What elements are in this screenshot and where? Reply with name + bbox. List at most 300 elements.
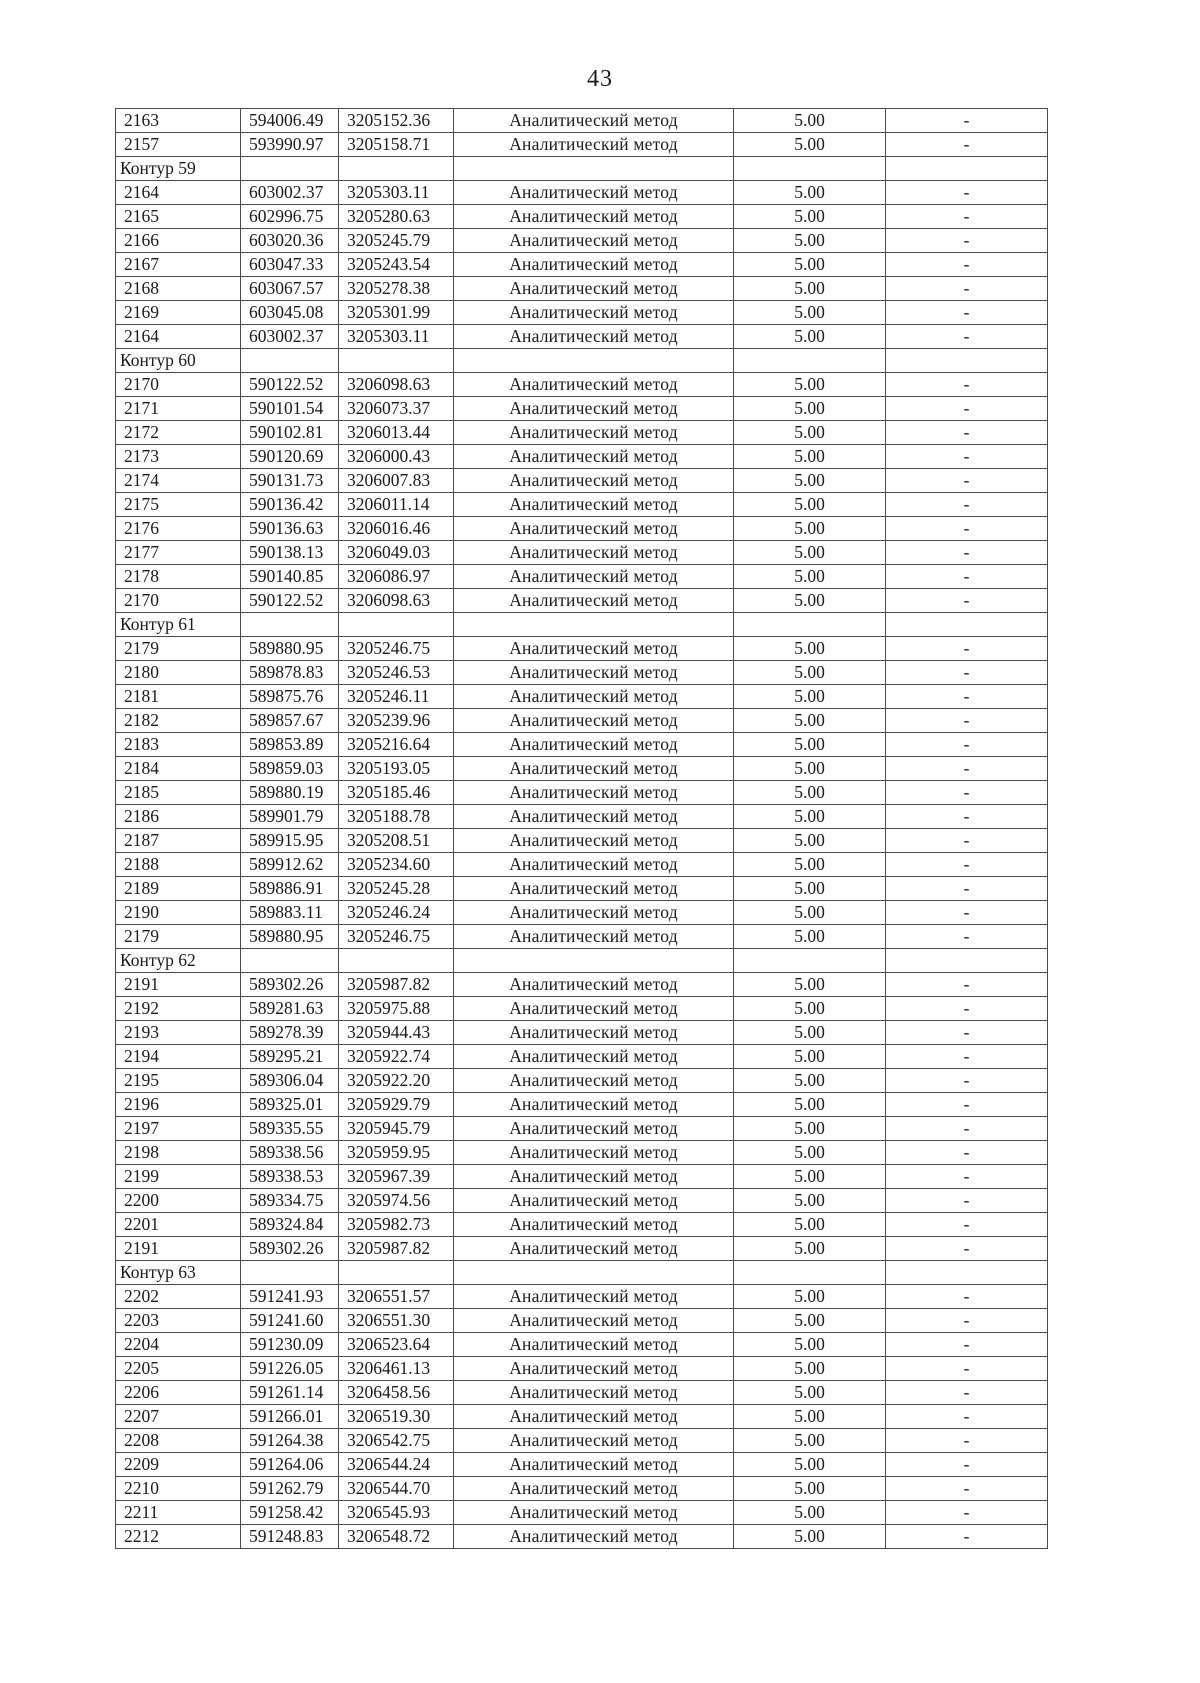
accuracy-cell: 5.00 (734, 205, 886, 229)
table-row (116, 973, 1048, 997)
point-number-cell: 2212 (116, 1525, 241, 1549)
table-row (116, 997, 1048, 1021)
method-cell: Аналитический метод (454, 781, 734, 805)
y-coordinate-cell: 3205303.11 (339, 325, 454, 349)
table-row (116, 1309, 1048, 1333)
table-row (116, 1501, 1048, 1525)
point-number-cell: 2171 (116, 397, 241, 421)
empty-cell (339, 613, 454, 637)
y-coordinate-cell: 3206523.64 (339, 1333, 454, 1357)
x-coordinate-cell: 591241.93 (241, 1285, 339, 1309)
description-cell: - (886, 1453, 1048, 1477)
point-number-cell: 2169 (116, 301, 241, 325)
y-coordinate-cell: 3205975.88 (339, 997, 454, 1021)
y-coordinate-cell: 3206461.13 (339, 1357, 454, 1381)
table-row (116, 733, 1048, 757)
description-cell: - (886, 1477, 1048, 1501)
empty-cell (886, 613, 1048, 637)
x-coordinate-cell: 591248.83 (241, 1525, 339, 1549)
contour-header-row (116, 949, 1048, 973)
method-cell: Аналитический метод (454, 877, 734, 901)
method-cell: Аналитический метод (454, 829, 734, 853)
point-number-cell: 2167 (116, 253, 241, 277)
method-cell: Аналитический метод (454, 1213, 734, 1237)
table-row (116, 1237, 1048, 1261)
description-cell: - (886, 781, 1048, 805)
description-cell: - (886, 805, 1048, 829)
table-row (116, 253, 1048, 277)
accuracy-cell: 5.00 (734, 517, 886, 541)
x-coordinate-cell: 590136.42 (241, 493, 339, 517)
x-coordinate-cell: 589880.19 (241, 781, 339, 805)
method-cell: Аналитический метод (454, 973, 734, 997)
x-coordinate-cell: 603002.37 (241, 325, 339, 349)
accuracy-cell: 5.00 (734, 733, 886, 757)
point-number-cell: 2184 (116, 757, 241, 781)
x-coordinate-cell: 603020.36 (241, 229, 339, 253)
accuracy-cell: 5.00 (734, 973, 886, 997)
y-coordinate-cell: 3205152.36 (339, 109, 454, 133)
point-number-cell: 2204 (116, 1333, 241, 1357)
contour-label: Контур 61 (116, 613, 241, 637)
y-coordinate-cell: 3205987.82 (339, 973, 454, 997)
table-row (116, 277, 1048, 301)
x-coordinate-cell: 603002.37 (241, 181, 339, 205)
description-cell: - (886, 1165, 1048, 1189)
x-coordinate-cell: 590140.85 (241, 565, 339, 589)
point-number-cell: 2170 (116, 373, 241, 397)
y-coordinate-cell: 3206458.56 (339, 1381, 454, 1405)
x-coordinate-cell: 594006.49 (241, 109, 339, 133)
table-row (116, 685, 1048, 709)
y-coordinate-cell: 3206013.44 (339, 421, 454, 445)
contour-label: Контур 62 (116, 949, 241, 973)
method-cell: Аналитический метод (454, 1069, 734, 1093)
point-number-cell: 2210 (116, 1477, 241, 1501)
description-cell: - (886, 565, 1048, 589)
y-coordinate-cell: 3206073.37 (339, 397, 454, 421)
accuracy-cell: 5.00 (734, 397, 886, 421)
accuracy-cell: 5.00 (734, 133, 886, 157)
y-coordinate-cell: 3205246.75 (339, 925, 454, 949)
x-coordinate-cell: 589335.55 (241, 1117, 339, 1141)
empty-cell (339, 157, 454, 181)
x-coordinate-cell: 589325.01 (241, 1093, 339, 1117)
accuracy-cell: 5.00 (734, 637, 886, 661)
description-cell: - (886, 1189, 1048, 1213)
method-cell: Аналитический метод (454, 181, 734, 205)
point-number-cell: 2209 (116, 1453, 241, 1477)
accuracy-cell: 5.00 (734, 1285, 886, 1309)
method-cell: Аналитический метод (454, 1021, 734, 1045)
table-row (116, 1453, 1048, 1477)
table-row (116, 109, 1048, 133)
accuracy-cell: 5.00 (734, 1405, 886, 1429)
empty-cell (886, 949, 1048, 973)
contour-header-row (116, 1261, 1048, 1285)
y-coordinate-cell: 3205243.54 (339, 253, 454, 277)
x-coordinate-cell: 591266.01 (241, 1405, 339, 1429)
point-number-cell: 2211 (116, 1501, 241, 1525)
accuracy-cell: 5.00 (734, 1429, 886, 1453)
y-coordinate-cell: 3205246.75 (339, 637, 454, 661)
point-number-cell: 2157 (116, 133, 241, 157)
description-cell: - (886, 397, 1048, 421)
y-coordinate-cell: 3205193.05 (339, 757, 454, 781)
table-row (116, 637, 1048, 661)
contour-header-row (116, 613, 1048, 637)
y-coordinate-cell: 3206049.03 (339, 541, 454, 565)
method-cell: Аналитический метод (454, 565, 734, 589)
accuracy-cell: 5.00 (734, 661, 886, 685)
accuracy-cell: 5.00 (734, 877, 886, 901)
method-cell: Аналитический метод (454, 253, 734, 277)
x-coordinate-cell: 589883.11 (241, 901, 339, 925)
coordinates-table (115, 108, 1048, 1549)
y-coordinate-cell: 3205922.20 (339, 1069, 454, 1093)
description-cell: - (886, 325, 1048, 349)
point-number-cell: 2186 (116, 805, 241, 829)
point-number-cell: 2164 (116, 181, 241, 205)
x-coordinate-cell: 590138.13 (241, 541, 339, 565)
accuracy-cell: 5.00 (734, 709, 886, 733)
point-number-cell: 2202 (116, 1285, 241, 1309)
empty-cell (241, 613, 339, 637)
description-cell: - (886, 709, 1048, 733)
y-coordinate-cell: 3205301.99 (339, 301, 454, 325)
description-cell: - (886, 421, 1048, 445)
point-number-cell: 2199 (116, 1165, 241, 1189)
point-number-cell: 2193 (116, 1021, 241, 1045)
point-number-cell: 2196 (116, 1093, 241, 1117)
accuracy-cell: 5.00 (734, 1237, 886, 1261)
contour-label: Контур 60 (116, 349, 241, 373)
empty-cell (454, 157, 734, 181)
method-cell: Аналитический метод (454, 397, 734, 421)
method-cell: Аналитический метод (454, 1429, 734, 1453)
empty-cell (339, 1261, 454, 1285)
description-cell: - (886, 1429, 1048, 1453)
contour-label: Контур 63 (116, 1261, 241, 1285)
description-cell: - (886, 925, 1048, 949)
method-cell: Аналитический метод (454, 517, 734, 541)
table-row (116, 805, 1048, 829)
x-coordinate-cell: 591226.05 (241, 1357, 339, 1381)
empty-cell (454, 949, 734, 973)
x-coordinate-cell: 589306.04 (241, 1069, 339, 1093)
method-cell: Аналитический метод (454, 1117, 734, 1141)
table-row (116, 1141, 1048, 1165)
y-coordinate-cell: 3206098.63 (339, 589, 454, 613)
accuracy-cell: 5.00 (734, 181, 886, 205)
y-coordinate-cell: 3205246.24 (339, 901, 454, 925)
method-cell: Аналитический метод (454, 301, 734, 325)
description-cell: - (886, 901, 1048, 925)
x-coordinate-cell: 590122.52 (241, 589, 339, 613)
point-number-cell: 2183 (116, 733, 241, 757)
description-cell: - (886, 685, 1048, 709)
y-coordinate-cell: 3205246.53 (339, 661, 454, 685)
method-cell: Аналитический метод (454, 325, 734, 349)
accuracy-cell: 5.00 (734, 301, 886, 325)
empty-cell (886, 1261, 1048, 1285)
description-cell: - (886, 1525, 1048, 1549)
method-cell: Аналитический метод (454, 925, 734, 949)
table-row (116, 877, 1048, 901)
description-cell: - (886, 1093, 1048, 1117)
table-row (116, 829, 1048, 853)
point-number-cell: 2174 (116, 469, 241, 493)
method-cell: Аналитический метод (454, 997, 734, 1021)
method-cell: Аналитический метод (454, 901, 734, 925)
y-coordinate-cell: 3205278.38 (339, 277, 454, 301)
point-number-cell: 2197 (116, 1117, 241, 1141)
empty-cell (339, 349, 454, 373)
description-cell: - (886, 1021, 1048, 1045)
description-cell: - (886, 277, 1048, 301)
table-row (116, 589, 1048, 613)
y-coordinate-cell: 3205280.63 (339, 205, 454, 229)
table-row (116, 781, 1048, 805)
table-row (116, 205, 1048, 229)
description-cell: - (886, 829, 1048, 853)
method-cell: Аналитический метод (454, 733, 734, 757)
accuracy-cell: 5.00 (734, 1477, 886, 1501)
method-cell: Аналитический метод (454, 757, 734, 781)
x-coordinate-cell: 589302.26 (241, 973, 339, 997)
description-cell: - (886, 181, 1048, 205)
method-cell: Аналитический метод (454, 685, 734, 709)
description-cell: - (886, 133, 1048, 157)
x-coordinate-cell: 589912.62 (241, 853, 339, 877)
empty-cell (734, 613, 886, 637)
method-cell: Аналитический метод (454, 1405, 734, 1429)
point-number-cell: 2190 (116, 901, 241, 925)
x-coordinate-cell: 603045.08 (241, 301, 339, 325)
method-cell: Аналитический метод (454, 1453, 734, 1477)
y-coordinate-cell: 3206519.30 (339, 1405, 454, 1429)
method-cell: Аналитический метод (454, 421, 734, 445)
accuracy-cell: 5.00 (734, 325, 886, 349)
accuracy-cell: 5.00 (734, 421, 886, 445)
method-cell: Аналитический метод (454, 445, 734, 469)
table-row (116, 229, 1048, 253)
table-row (116, 1213, 1048, 1237)
y-coordinate-cell: 3205303.11 (339, 181, 454, 205)
y-coordinate-cell: 3205929.79 (339, 1093, 454, 1117)
description-cell: - (886, 1405, 1048, 1429)
description-cell: - (886, 229, 1048, 253)
point-number-cell: 2173 (116, 445, 241, 469)
empty-cell (734, 949, 886, 973)
y-coordinate-cell: 3205945.79 (339, 1117, 454, 1141)
description-cell: - (886, 1285, 1048, 1309)
table-row (116, 1525, 1048, 1549)
accuracy-cell: 5.00 (734, 277, 886, 301)
description-cell: - (886, 733, 1048, 757)
accuracy-cell: 5.00 (734, 1093, 886, 1117)
x-coordinate-cell: 591262.79 (241, 1477, 339, 1501)
point-number-cell: 2203 (116, 1309, 241, 1333)
accuracy-cell: 5.00 (734, 1189, 886, 1213)
y-coordinate-cell: 3206098.63 (339, 373, 454, 397)
method-cell: Аналитический метод (454, 1357, 734, 1381)
method-cell: Аналитический метод (454, 1045, 734, 1069)
description-cell: - (886, 1045, 1048, 1069)
method-cell: Аналитический метод (454, 805, 734, 829)
accuracy-cell: 5.00 (734, 1333, 886, 1357)
empty-cell (734, 157, 886, 181)
accuracy-cell: 5.00 (734, 253, 886, 277)
description-cell: - (886, 1141, 1048, 1165)
table-row (116, 1477, 1048, 1501)
table-row (116, 469, 1048, 493)
method-cell: Аналитический метод (454, 469, 734, 493)
table-row (116, 1333, 1048, 1357)
accuracy-cell: 5.00 (734, 685, 886, 709)
table-row (116, 397, 1048, 421)
table-row (116, 301, 1048, 325)
accuracy-cell: 5.00 (734, 997, 886, 1021)
y-coordinate-cell: 3205188.78 (339, 805, 454, 829)
description-cell: - (886, 589, 1048, 613)
method-cell: Аналитический метод (454, 493, 734, 517)
table-row (116, 1357, 1048, 1381)
description-cell: - (886, 469, 1048, 493)
x-coordinate-cell: 589857.67 (241, 709, 339, 733)
table-row (116, 925, 1048, 949)
table-row (116, 325, 1048, 349)
table-row (116, 1429, 1048, 1453)
point-number-cell: 2175 (116, 493, 241, 517)
description-cell: - (886, 1381, 1048, 1405)
description-cell: - (886, 1069, 1048, 1093)
y-coordinate-cell: 3205234.60 (339, 853, 454, 877)
accuracy-cell: 5.00 (734, 1453, 886, 1477)
accuracy-cell: 5.00 (734, 1069, 886, 1093)
y-coordinate-cell: 3205974.56 (339, 1189, 454, 1213)
description-cell: - (886, 973, 1048, 997)
method-cell: Аналитический метод (454, 1501, 734, 1525)
method-cell: Аналитический метод (454, 1333, 734, 1357)
empty-cell (241, 157, 339, 181)
empty-cell (241, 1261, 339, 1285)
y-coordinate-cell: 3205208.51 (339, 829, 454, 853)
y-coordinate-cell: 3206011.14 (339, 493, 454, 517)
accuracy-cell: 5.00 (734, 1021, 886, 1045)
point-number-cell: 2181 (116, 685, 241, 709)
y-coordinate-cell: 3206542.75 (339, 1429, 454, 1453)
y-coordinate-cell: 3205239.96 (339, 709, 454, 733)
point-number-cell: 2177 (116, 541, 241, 565)
accuracy-cell: 5.00 (734, 373, 886, 397)
table-row (116, 445, 1048, 469)
point-number-cell: 2180 (116, 661, 241, 685)
point-number-cell: 2188 (116, 853, 241, 877)
table-row (116, 1405, 1048, 1429)
y-coordinate-cell: 3205967.39 (339, 1165, 454, 1189)
x-coordinate-cell: 590102.81 (241, 421, 339, 445)
table-row (116, 1093, 1048, 1117)
x-coordinate-cell: 589324.84 (241, 1213, 339, 1237)
empty-cell (734, 349, 886, 373)
x-coordinate-cell: 589278.39 (241, 1021, 339, 1045)
empty-cell (454, 613, 734, 637)
accuracy-cell: 5.00 (734, 445, 886, 469)
description-cell: - (886, 757, 1048, 781)
x-coordinate-cell: 589853.89 (241, 733, 339, 757)
accuracy-cell: 5.00 (734, 853, 886, 877)
table-row (116, 853, 1048, 877)
description-cell: - (886, 661, 1048, 685)
empty-cell (241, 949, 339, 973)
x-coordinate-cell: 589901.79 (241, 805, 339, 829)
description-cell: - (886, 445, 1048, 469)
y-coordinate-cell: 3205245.79 (339, 229, 454, 253)
x-coordinate-cell: 591230.09 (241, 1333, 339, 1357)
y-coordinate-cell: 3206016.46 (339, 517, 454, 541)
method-cell: Аналитический метод (454, 1189, 734, 1213)
x-coordinate-cell: 591241.60 (241, 1309, 339, 1333)
method-cell: Аналитический метод (454, 205, 734, 229)
table-row (116, 1069, 1048, 1093)
point-number-cell: 2206 (116, 1381, 241, 1405)
accuracy-cell: 5.00 (734, 901, 886, 925)
point-number-cell: 2189 (116, 877, 241, 901)
method-cell: Аналитический метод (454, 637, 734, 661)
table-row (116, 181, 1048, 205)
empty-cell (734, 1261, 886, 1285)
method-cell: Аналитический метод (454, 1381, 734, 1405)
point-number-cell: 2165 (116, 205, 241, 229)
method-cell: Аналитический метод (454, 853, 734, 877)
accuracy-cell: 5.00 (734, 1141, 886, 1165)
accuracy-cell: 5.00 (734, 781, 886, 805)
accuracy-cell: 5.00 (734, 805, 886, 829)
y-coordinate-cell: 3205158.71 (339, 133, 454, 157)
accuracy-cell: 5.00 (734, 541, 886, 565)
x-coordinate-cell: 602996.75 (241, 205, 339, 229)
x-coordinate-cell: 603067.57 (241, 277, 339, 301)
point-number-cell: 2187 (116, 829, 241, 853)
x-coordinate-cell: 590136.63 (241, 517, 339, 541)
description-cell: - (886, 493, 1048, 517)
x-coordinate-cell: 591264.38 (241, 1429, 339, 1453)
x-coordinate-cell: 589878.83 (241, 661, 339, 685)
point-number-cell: 2205 (116, 1357, 241, 1381)
x-coordinate-cell: 591258.42 (241, 1501, 339, 1525)
table-row (116, 493, 1048, 517)
accuracy-cell: 5.00 (734, 493, 886, 517)
point-number-cell: 2170 (116, 589, 241, 613)
contour-label: Контур 59 (116, 157, 241, 181)
point-number-cell: 2192 (116, 997, 241, 1021)
method-cell: Аналитический метод (454, 109, 734, 133)
x-coordinate-cell: 589338.56 (241, 1141, 339, 1165)
method-cell: Аналитический метод (454, 709, 734, 733)
x-coordinate-cell: 589859.03 (241, 757, 339, 781)
x-coordinate-cell: 589875.76 (241, 685, 339, 709)
x-coordinate-cell: 589338.53 (241, 1165, 339, 1189)
method-cell: Аналитический метод (454, 1093, 734, 1117)
x-coordinate-cell: 589886.91 (241, 877, 339, 901)
accuracy-cell: 5.00 (734, 1381, 886, 1405)
method-cell: Аналитический метод (454, 373, 734, 397)
table-row (116, 373, 1048, 397)
y-coordinate-cell: 3206548.72 (339, 1525, 454, 1549)
description-cell: - (886, 1237, 1048, 1261)
x-coordinate-cell: 589334.75 (241, 1189, 339, 1213)
